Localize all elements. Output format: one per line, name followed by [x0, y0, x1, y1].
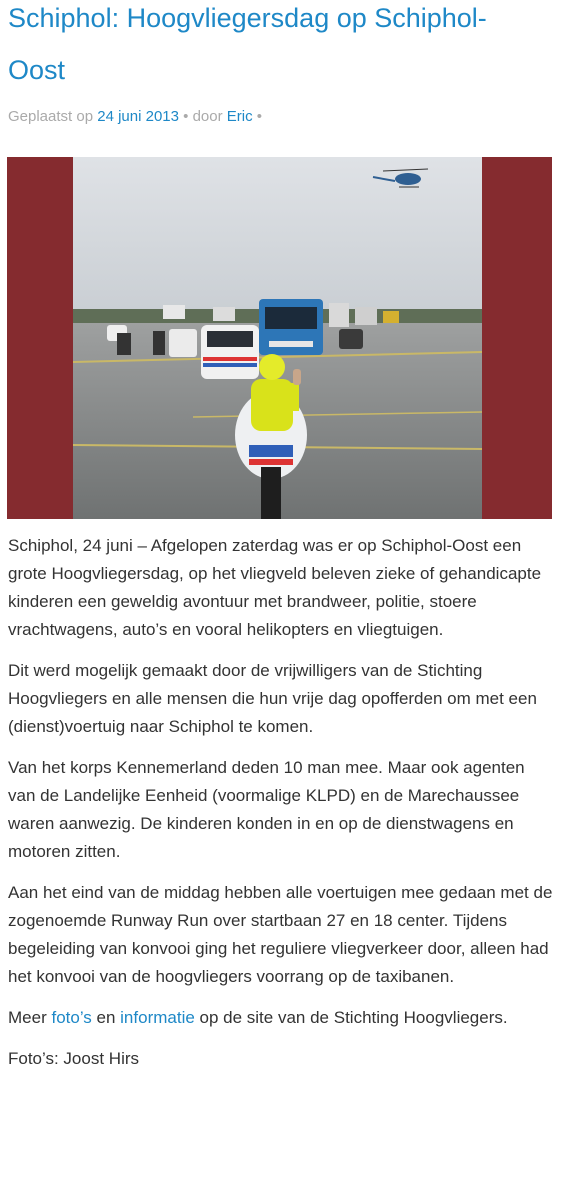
- links-text-1: Meer: [8, 1008, 52, 1027]
- photos-link[interactable]: foto’s: [51, 1008, 92, 1027]
- paragraph-3: Van het korps Kennemerland deden 10 man mee. Maar ook agenten van de Landelijke Eenheid (voormalige KLPD) en de Marechaussee waren aanwezig. De kinderen konden in en op de dienstwagens en motoren zitten.: [8, 758, 525, 861]
- article-photo: [7, 157, 552, 519]
- links-paragraph: [8, 1004, 554, 1032]
- meta-suffix: •: [252, 108, 263, 125]
- post-date-link[interactable]: 24 juni 2013: [97, 108, 179, 125]
- convoy-photo: [73, 157, 482, 519]
- paragraph-4: Aan het eind van de middag hebben alle voertuigen mee gedaan met de zogenoemde Runway Run over startbaan 27 en 18 center. Tijdens begeleiding van konvooi ging het reguliere vliegverkeer door, alleen had het konvooi van de hoogvliegers voorrang op de taxibanen.: [8, 883, 553, 986]
- paragraph-2: Dit werd mogelijk gemaakt door de vrijwilligers van de Stichting Hoogvliegers en alle mensen die hun vrije dag opofferden om met een (dienst)voertuig naar Schiphol te komen.: [8, 661, 537, 736]
- article-body: [8, 532, 554, 1086]
- links-text-2: en: [91, 1008, 121, 1027]
- police-car-shape: [201, 325, 259, 379]
- article-title[interactable]: [8, 0, 553, 86]
- meta-prefix: Geplaatst op: [8, 108, 98, 125]
- links-text-3: op de site van de Stichting Hoogvliegers.: [194, 1008, 508, 1027]
- paragraph-1: Schiphol, 24 juni – Afgelopen zaterdag was er op Schiphol-Oost een grote Hoogvliegersdag, op het vliegveld beleven zieke of gehandicapte kinderen een geweldig avontuur met brandweer, politie, stoere vrachtwagens, auto’s en vooral helikopters en vliegtuigen.: [8, 536, 542, 639]
- photo-credits: Foto’s: Joost Hirs: [8, 1049, 140, 1068]
- information-link[interactable]: informatie: [120, 1008, 195, 1027]
- post-meta: [8, 108, 262, 125]
- article-title-line1[interactable]: Schiphol: Hoogvliegersdag op Schiphol-: [8, 3, 487, 33]
- article-title-line2[interactable]: Oost: [8, 55, 66, 85]
- author-link[interactable]: Eric: [226, 108, 253, 125]
- meta-by: • door: [178, 108, 227, 125]
- bus-shape: [259, 299, 323, 355]
